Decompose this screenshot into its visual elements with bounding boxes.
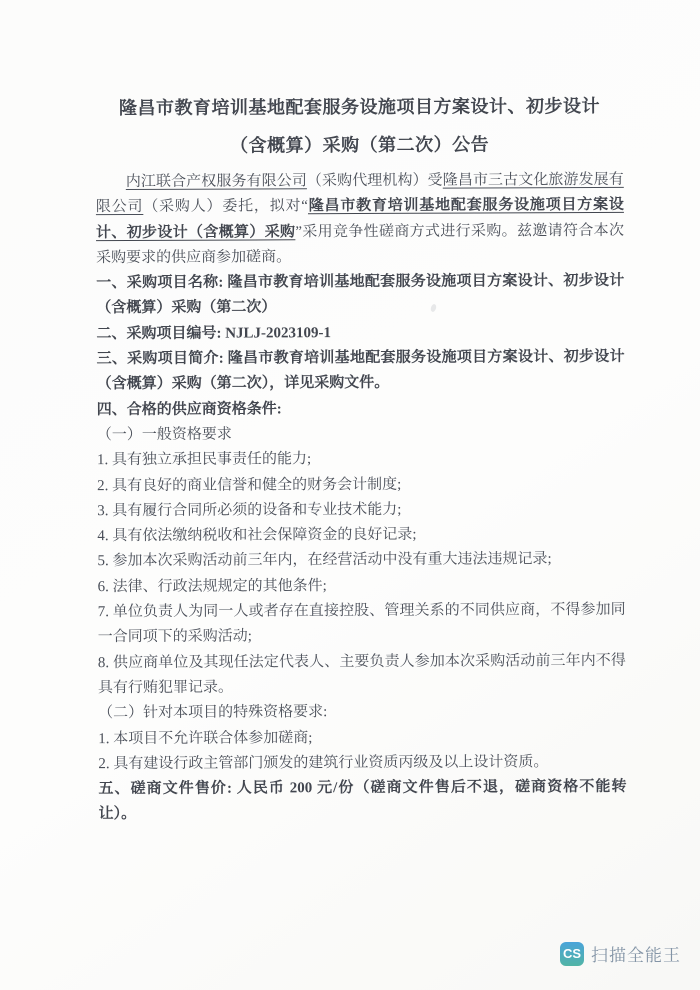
- document-body: [96, 269, 626, 828]
- document-title: 隆昌市教育培训基地配套服务设施项目方案设计、初步设计（含概算）采购（第二次）公告: [118, 95, 601, 156]
- intro-segment: 内江联合产权服务有限公司: [125, 173, 307, 191]
- document-line: 4. 具有依法缴纳税收和社会保障资金的良好记录;: [97, 526, 417, 545]
- document-line: （一）一般资格要求: [96, 426, 232, 444]
- document-line: 四、合格的供应商资格条件:: [96, 401, 282, 418]
- camscanner-watermark: [560, 941, 681, 966]
- intro-segment: （采购人）委托，拟对“: [143, 198, 308, 216]
- document-line: 一、采购项目名称: 隆昌市教育培训基地配套服务设施项目方案设计、初步设计（含概算）采购（第二次）: [96, 273, 625, 317]
- document-line: 8. 供应商单位及其现任法定代表人、主要负责人参加本次采购活动前三年内不得具有行贿犯罪记录。: [97, 652, 626, 697]
- document-line: 1. 本项目不允许联合体参加磋商;: [98, 729, 313, 747]
- document-content: [95, 87, 626, 828]
- document-line: 1. 具有独立承担民事责任的能力;: [96, 451, 312, 469]
- document-line: 二、采购项目编号: NJLJ-2023109-1: [96, 324, 332, 342]
- document-line: 6. 法律、行政法规规定的其他条件;: [97, 577, 327, 595]
- document-line: 3. 具有履行合同所必须的设备和专业技术能力;: [97, 501, 402, 520]
- intro-segment: 隆昌市教育培训基地配套服务设施项目方案设计、初步设计（含概算）采购: [95, 197, 624, 241]
- document-line: 五、磋商文件售价: 人民币 200 元/份（磋商文件售后不退，磋商资格不能转让）。: [98, 778, 627, 823]
- document-line: 2. 具有良好的商业信誉和健全的财务会计制度;: [97, 476, 402, 494]
- document-line: 5. 参加本次采购活动前三年内，在经营活动中没有重大违法违规记录;: [97, 551, 552, 570]
- camscanner-logo-icon: CS: [560, 942, 584, 966]
- document-line: （二）针对本项目的特殊资格要求:: [98, 704, 328, 722]
- intro-segment: ”采用竞争性磋商方式进行采购。兹邀请符合本次采购要求的供应商参加磋商。: [96, 222, 625, 267]
- intro-paragraph: [96, 168, 624, 271]
- intro-segment: 隆昌市三古文化旅游发展有限公司: [95, 171, 624, 216]
- document-line: 7. 单位负责人为同一人或者存在直接控股、管理关系的不同供应商，不得参加同一合同项下的采购活动;: [97, 601, 626, 646]
- camscanner-label: 扫描全能王: [591, 946, 681, 965]
- document-line: 2. 具有建设行政主管部门颁发的建筑行业资质丙级及以上设计资质。: [98, 754, 549, 772]
- document-line: 三、采购项目简介: 隆昌市教育培训基地配套服务设施项目方案设计、初步设计（含概算）采购（第二次），详见采购文件。: [96, 348, 625, 393]
- intro-segment: （采购代理机构）受: [306, 172, 443, 190]
